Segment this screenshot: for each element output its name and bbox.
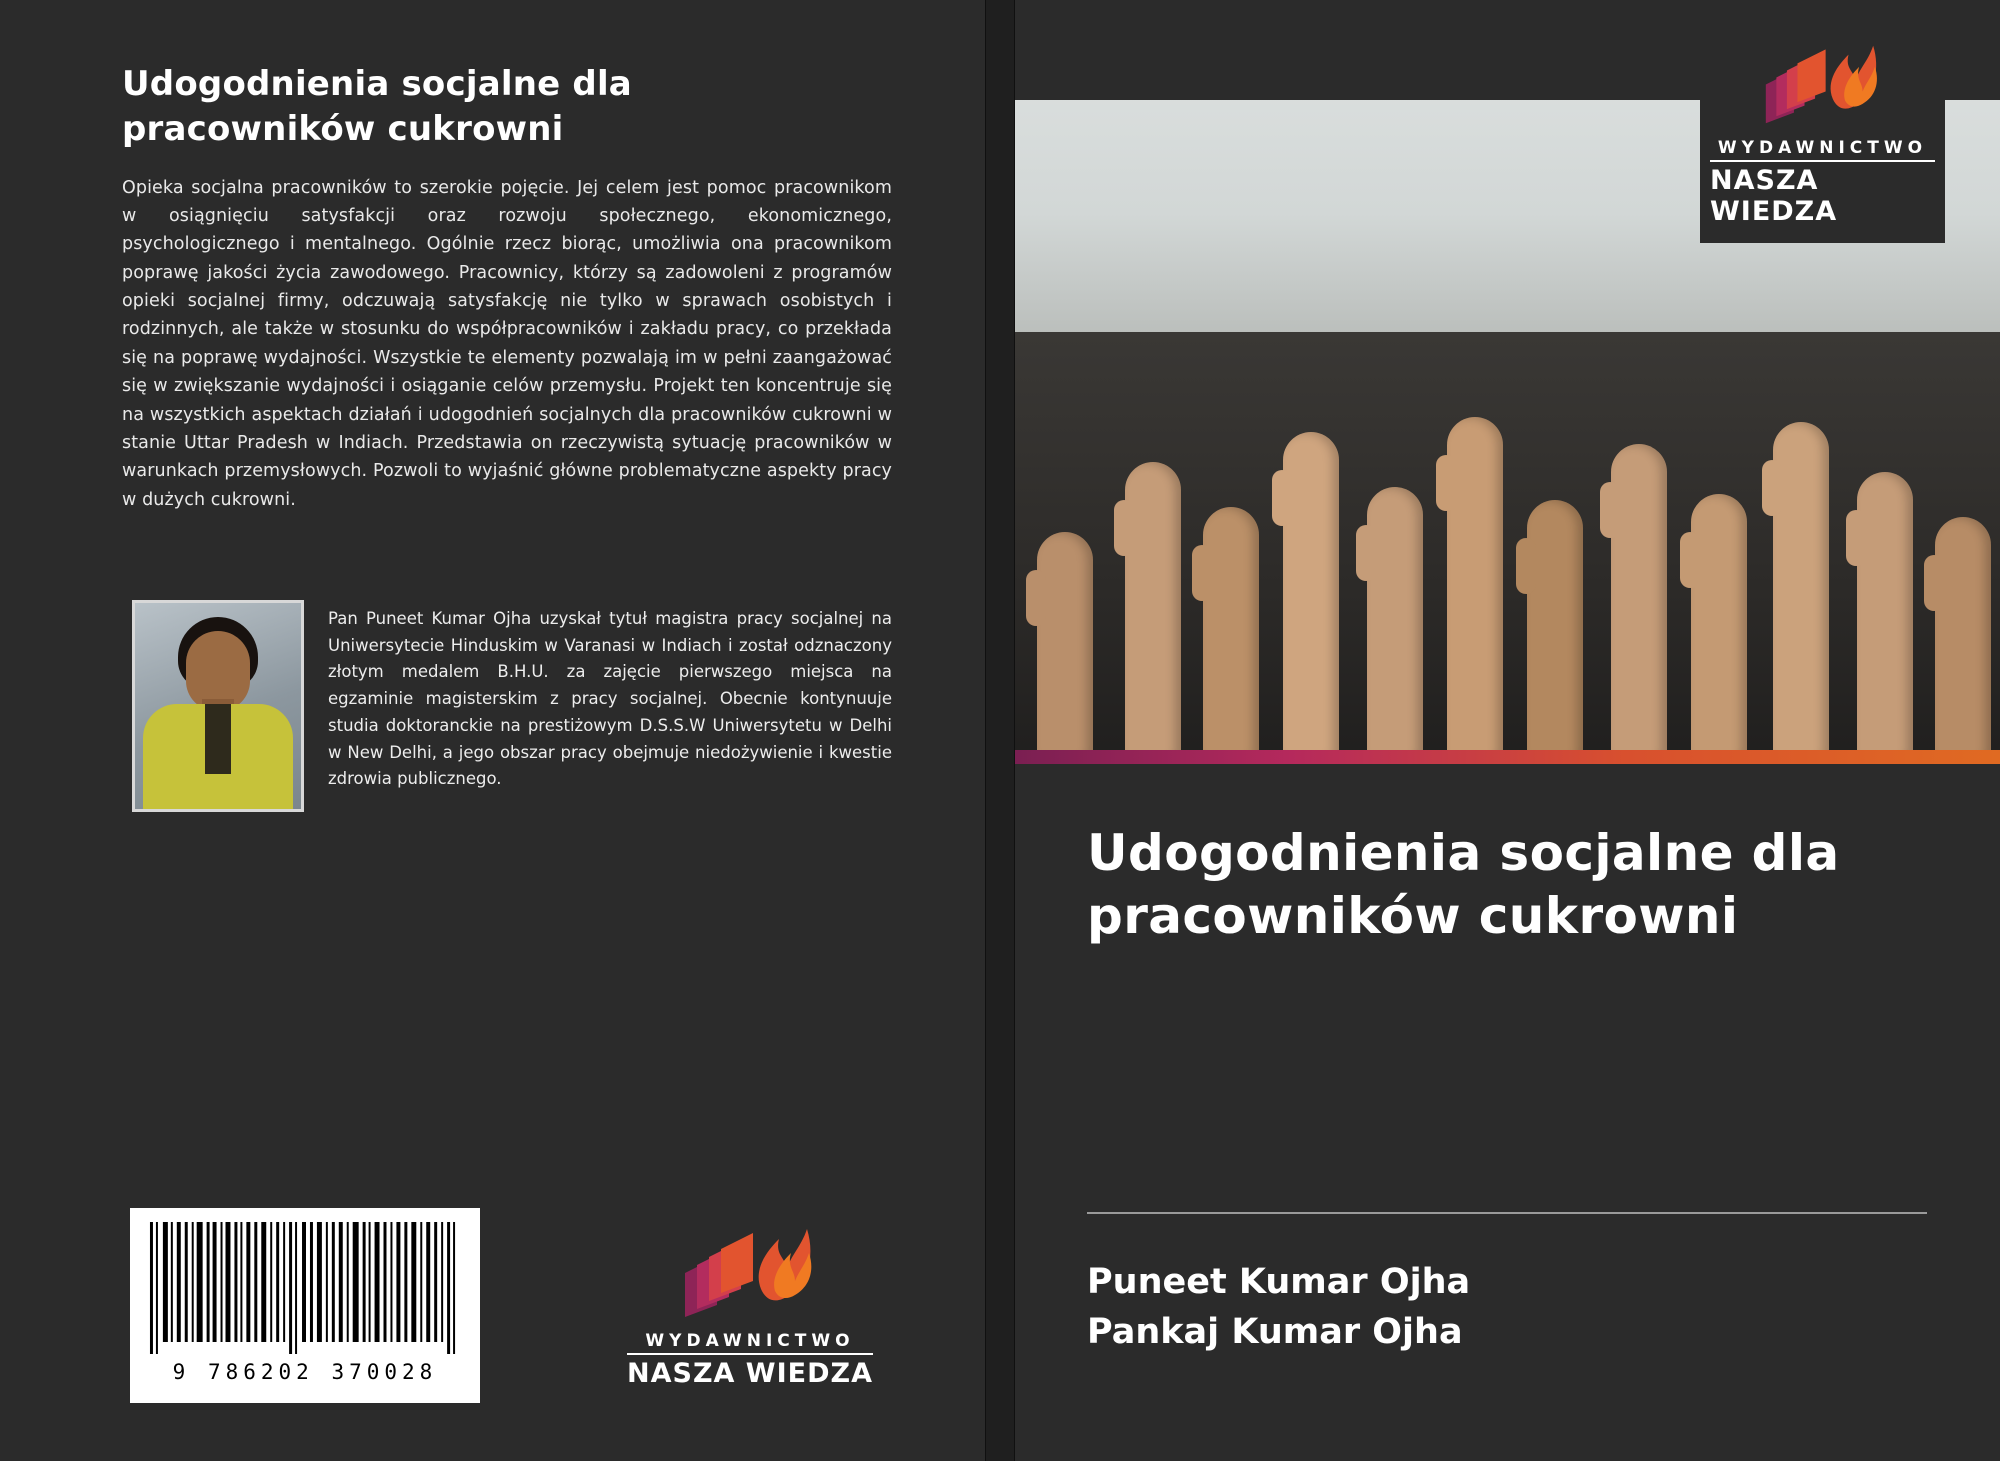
portrait-shirt [143,704,293,809]
back-cover [0,0,985,1461]
publisher-word-back: WYDAWNICTWO [645,1330,855,1351]
back-cover-abstract: Opieka socjalna pracowników to szerokie pojęcie. Jej celem jest pomoc pracownikom w osiągnięciu satysfakcji oraz rozwoju społecznego, ekonomicznego, psychologicznego i mentalnego. Ogólnie rzecz biorąc, umożliwia ona pracownikom poprawę jakości życia zawodowego. Pracownicy, którzy są zadowoleni z programów opieki socjalnej firmy, odczuwają satysfakcję nie tylko w sprawach osobistych i rodzinnych, ale także w stosunku do współpracowników i zakładu pracy, co przekłada się na poprawę wydajności. Wszystkie te elementy pozwalają im w pełni zaangażować się w zwiększanie wydajności i osiąganie celów przemysłu. Projekt ten koncentruje się na wszystkich aspektach działań i udogodnień socjalnych dla pracowników cukrowni w stanie Uttar Pradesh w Indiach. Przedstawia on rzeczywistą sytuację pracowników w warunkach przemysłowych. Pozwoli to wyjaśnić główne problematyczne aspekty pracy w dużych cukrowni. [122,177,892,510]
raised-hand [1283,432,1339,762]
publisher-name-front: NASZA WIEDZA [1710,160,1935,227]
back-cover-text-block [122,62,892,514]
isbn-barcode [130,1208,480,1403]
front-cover-authors [1087,1258,1927,1357]
raised-hand [1611,444,1667,762]
publisher-logo-front [1700,24,1945,243]
publisher-logo-back [620,1221,880,1389]
author-name: Puneet Kumar Ojha [1087,1262,1471,1302]
publisher-word-front: WYDAWNICTWO [1717,138,1928,158]
publisher-name-back: NASZA WIEDZA [627,1353,873,1389]
raised-hand [1447,417,1503,762]
author-name: Pankaj Kumar Ojha [1087,1311,1463,1352]
publisher-mark-icon-front [1757,38,1889,128]
barcode-bars-icon [146,1222,464,1354]
isbn-number: 9 786202 370028 [172,1360,438,1384]
raised-hand [1527,500,1583,762]
accent-gradient-strip [1015,750,2000,764]
author-bio-block [132,600,892,812]
raised-hand [1935,517,1991,762]
author-portrait-photo [132,600,304,812]
raised-hand [1203,507,1259,762]
book-spine [985,0,1015,1461]
front-cover [1015,0,2000,1461]
author-divider [1087,1212,1927,1214]
raised-hand [1037,532,1093,762]
book-flame-icon [675,1221,825,1317]
author-bio-text: Pan Puneet Kumar Ojha uzyskał tytuł magistra pracy socjalnej na Uniwersytecie Hinduskim w Varanasi w Indiach i został odznaczony złotym medalem B.H.U. za zajęcie pierwszego miejsca na egzaminie magisterskim z pracy socjalnej. Obecnie kontynuuje studia doktoranckie na prestiżowym D.S.S.W Uniwersytetu w Delhi w New Delhi, a jego obszar pracy obejmuje niedożywienie i kwestie zdrowia publicznego. [328,609,892,789]
raised-hand [1691,494,1747,762]
raised-hand [1125,462,1181,762]
raised-hand [1367,487,1423,762]
back-cover-title: Udogodnienia socjalne dla pracowników cukrowni [122,64,632,149]
publisher-mark-icon [675,1221,825,1321]
book-flame-icon-front [1757,38,1889,124]
raised-hand [1857,472,1913,762]
raised-hand [1773,422,1829,762]
front-cover-title: Udogodnienia socjalne dla pracowników cukrowni [1087,824,1840,945]
